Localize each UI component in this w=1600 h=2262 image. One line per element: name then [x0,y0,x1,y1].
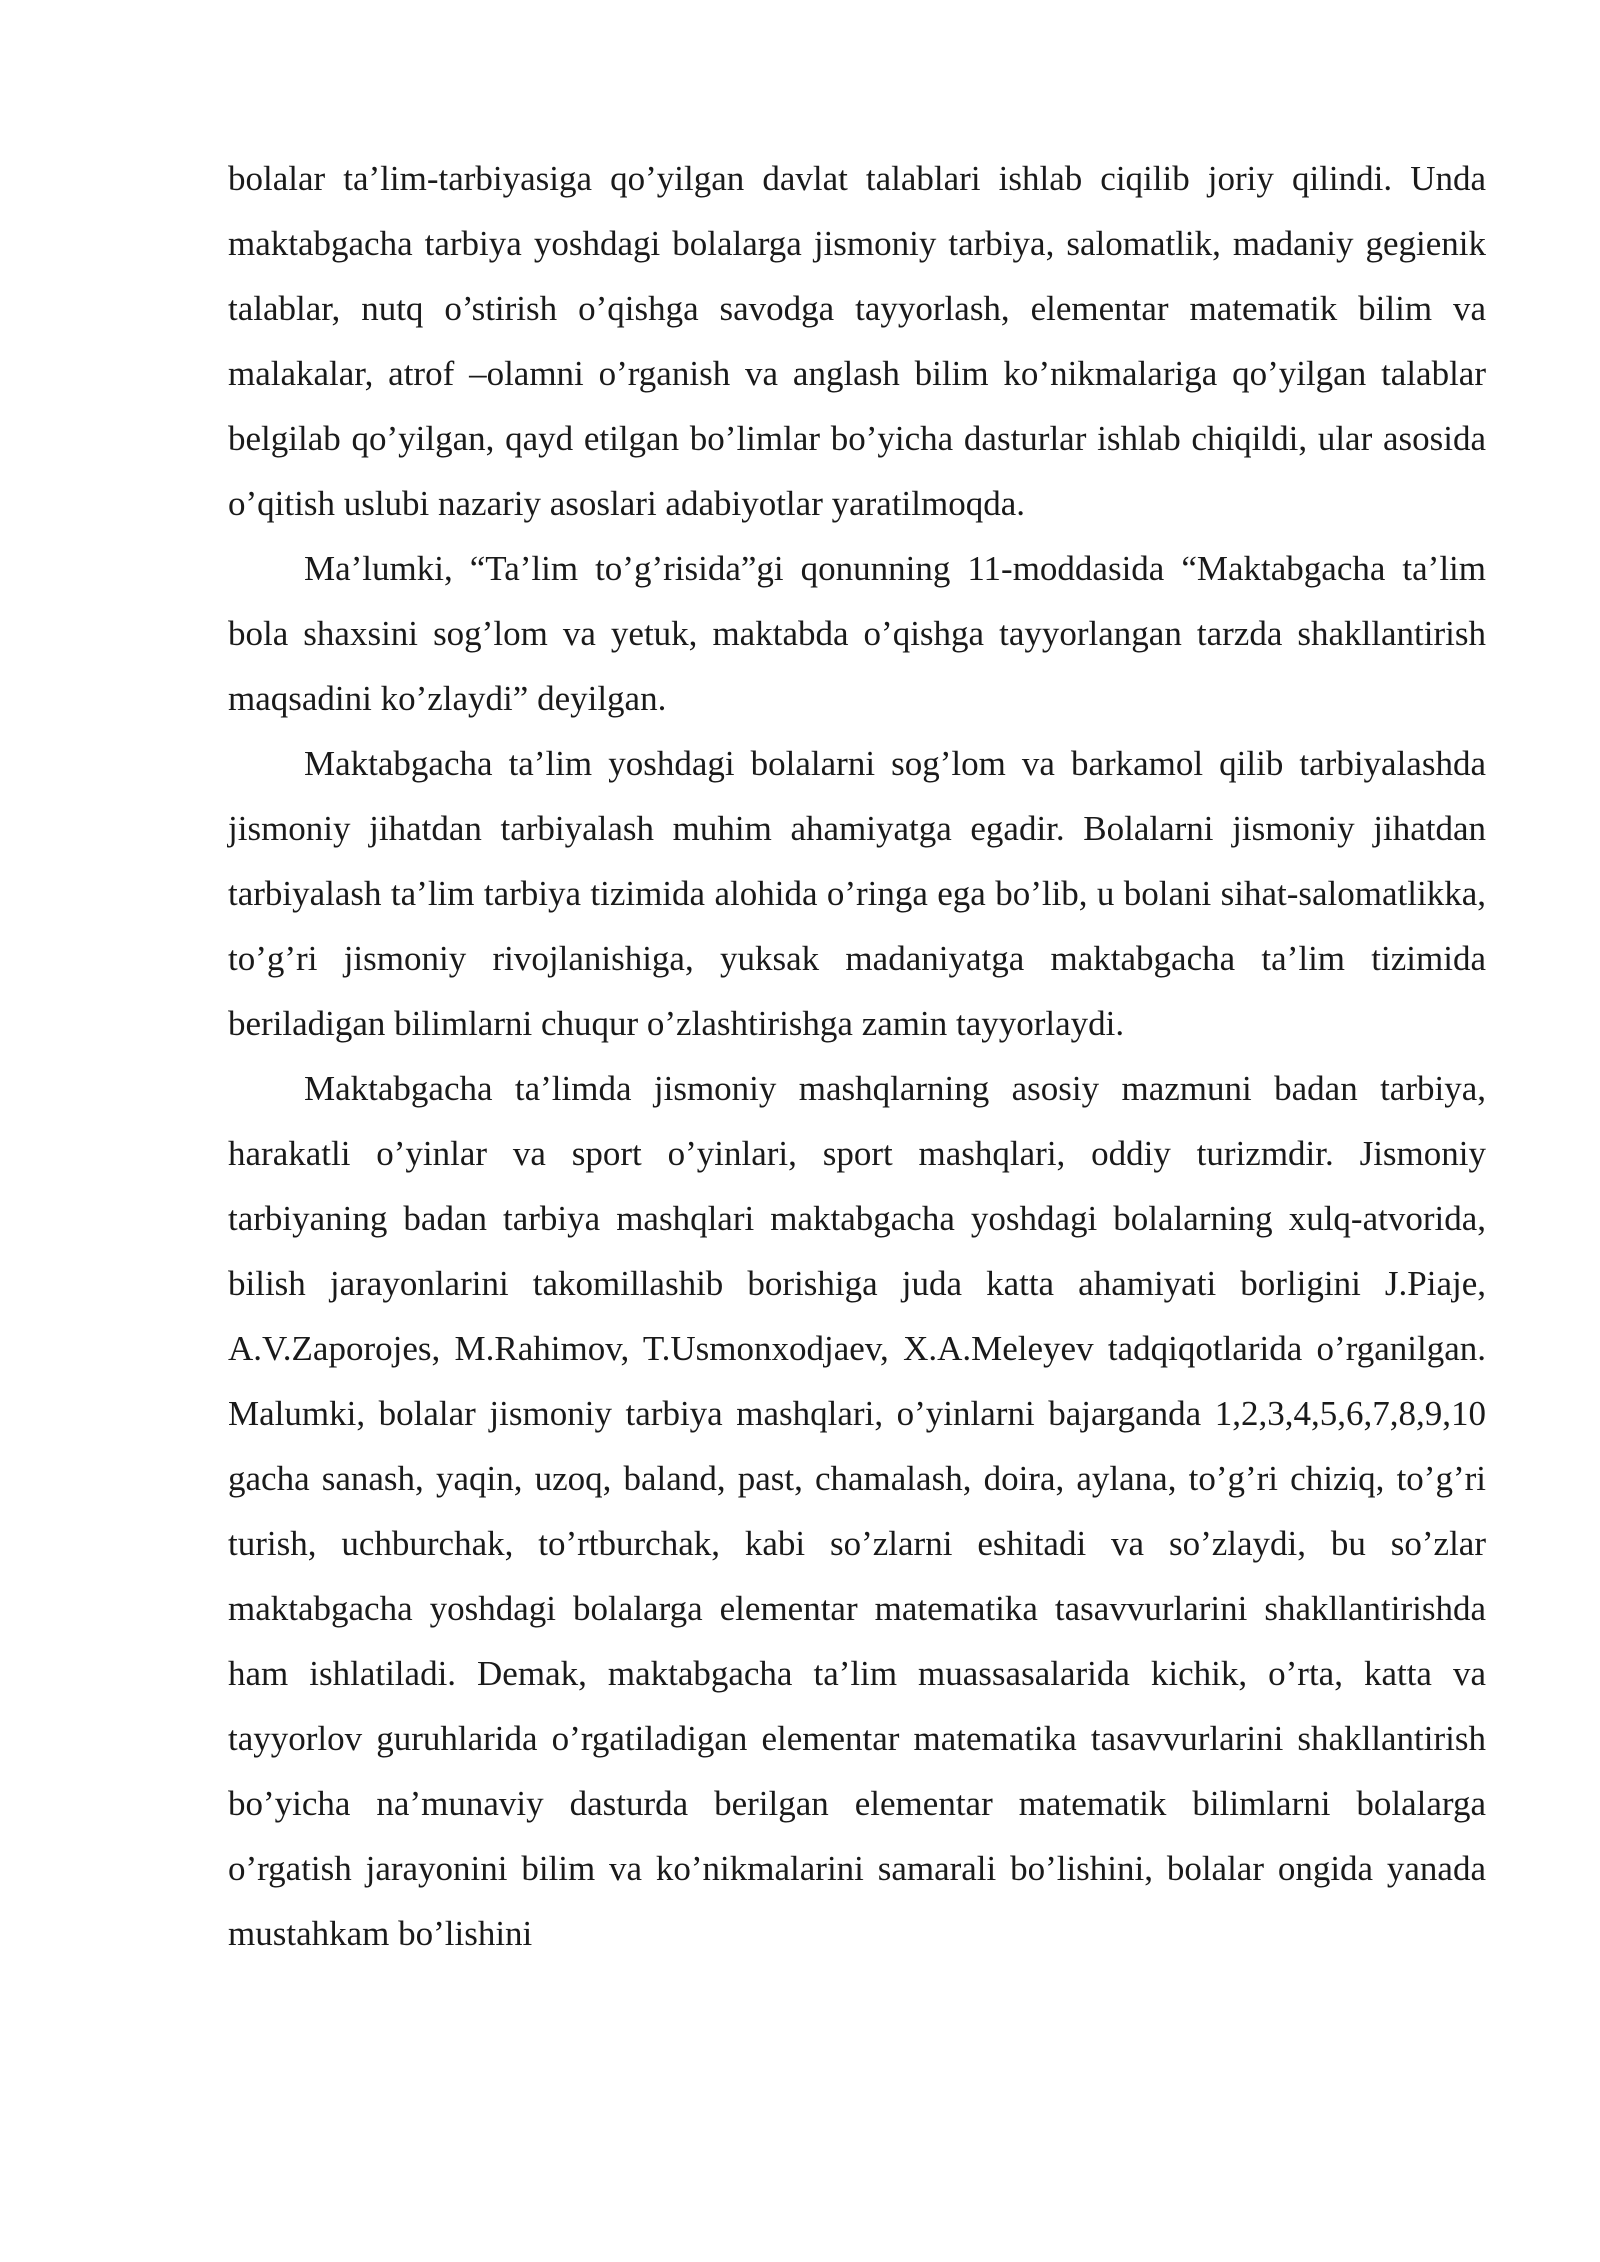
paragraph-1: bolalar ta’lim-tarbiyasiga qo’yilgan davlat talablari ishlab ciqilib joriy qilindi. Unda maktabgacha tarbiya yoshdagi bolalarga jismoniy tarbiya, salomatlik, madaniy gegienik talablar, nutq o’stirish o’qishga savodga tayyorlash, elementar matematik bilim va malakalar, atrof –olamni o’rganish va anglash bilim ko’nikmalariga qo’yilgan talablar belgilab qo’yilgan, qayd etilgan bo’limlar bo’yicha dasturlar ishlab chiqildi, ular asosida o’qitish uslubi nazariy asoslari adabiyotlar yaratilmoqda. [228,159,1486,523]
document-page [228,146,1486,1966]
paragraph-3: Maktabgacha ta’lim yoshdagi bolalarni sog’lom va barkamol qilib tarbiyalashda jismoniy jihatdan tarbiyalash muhim ahamiyatga egadir. Bolalarni jismoniy jihatdan tarbiyalash ta’lim tarbiya tizimida alohida o’ringa ega bo’lib, u bolani sihat-salomatlikka, to’g’ri jismoniy rivojlanishiga, yuksak madaniyatga maktabgacha ta’lim tizimida beriladigan bilimlarni chuqur o’zlashtirishga zamin tayyorlaydi. [228,744,1486,1043]
paragraph-4: Maktabgacha ta’limda jismoniy mashqlarning asosiy mazmuni badan tarbiya, harakatli o’yinlar va sport o’yinlari, sport mashqlari, oddiy turizmdir. Jismoniy tarbiyaning badan tarbiya mashqlari maktabgacha yoshdagi bolalarning xulq-atvorida, bilish jarayonlarini takomillashib borishiga juda katta ahamiyati borligini J.Piaje, A.V.Zaporojes, M.Rahimov, T.Usmonxodjaev, X.A.Meleyev tadqiqotlarida o’rganilgan. Malumki, bolalar jismoniy tarbiya mashqlari, o’yinlarni bajarganda 1,2,3,4,5,6,7,8,9,10 gacha sanash, yaqin, uzoq, baland, past, chamalash, doira, aylana, to’g’ri chiziq, to’g’ri turish, uchburchak, to’rtburchak, kabi so’zlarni eshitadi va so’zlaydi, bu so’zlar maktabgacha yoshdagi bolalarga elementar matematika tasavvurlarini shakllantirishda ham ishlatiladi. Demak, maktabgacha ta’lim muassasalarida kichik, o’rta, katta va tayyorlov guruhlarida o’rgatiladigan elementar matematika tasavvurlarini shakllantirish bo’yicha na’munaviy dasturda berilgan elementar matematik bilimlarni bolalarga o’rgatish jarayonini bilim va ko’nikmalarini samarali bo’lishini, bolalar ongida yanada mustahkam bo’lishini [228,1069,1486,1953]
paragraph-2: Ma’lumki, “Ta’lim to’g’risida”gi qonunning 11-moddasida “Maktabgacha ta’lim bola shaxsini sog’lom va yetuk, maktabda o’qishga tayyorlangan tarzda shakllantirish maqsadini ko’zlaydi” deyilgan. [228,549,1486,718]
